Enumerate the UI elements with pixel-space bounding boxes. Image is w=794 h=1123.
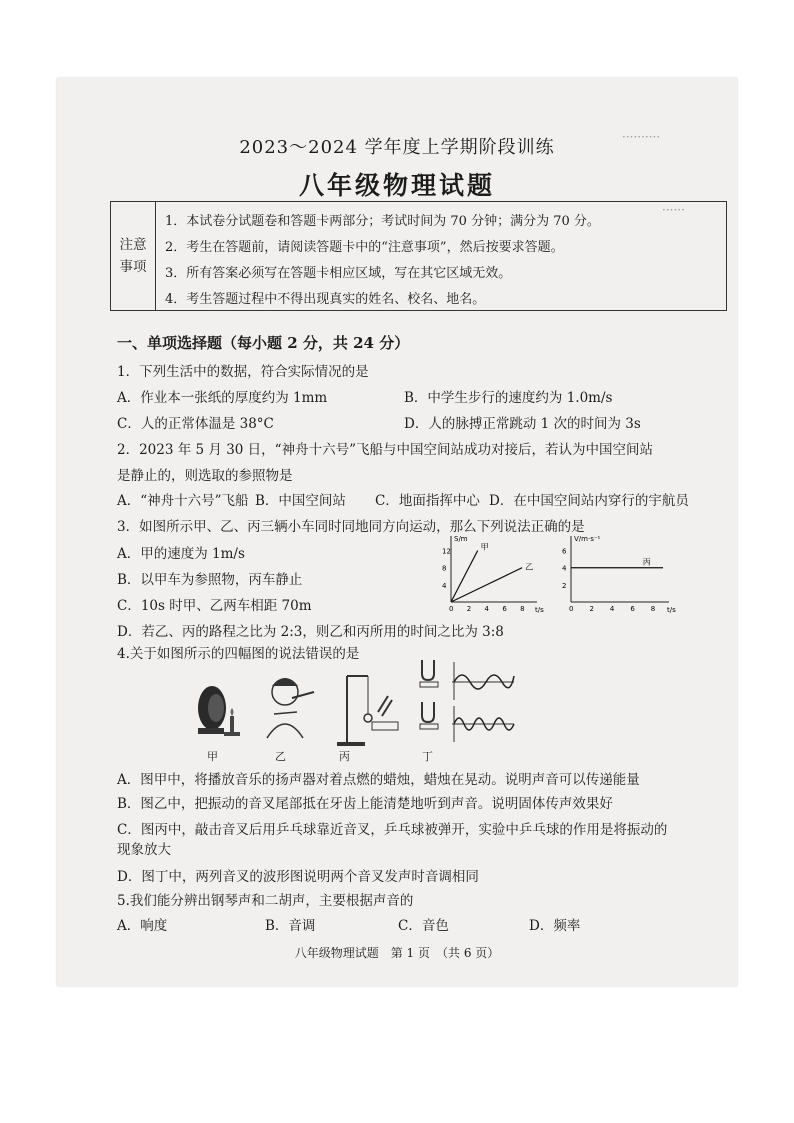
exam-subtitle: 2023～2024 学年度上学期阶段训练 xyxy=(239,137,555,158)
q1-option-d: D．人的脉搏正常跳动 1 次的时间为 3s xyxy=(404,416,641,432)
y-tick-label: 8 xyxy=(442,564,447,573)
q1-stem: 1．下列生活中的数据，符合实际情况的是 xyxy=(117,364,369,380)
tooth-conduction-illustration xyxy=(267,678,314,738)
note-item: 4．考生答题过程中不得出现真实的姓名、校名、地名。 xyxy=(165,292,486,307)
q2-stem: 2．2023 年 5 月 30 日，“神舟十六号”飞船与中国空间站成功对接后，若认为中国空间站 xyxy=(117,442,653,458)
sound-experiments-figure xyxy=(182,656,522,762)
q4-option-c-cont: 现象放大 xyxy=(117,842,171,858)
q4-option-d: D．图丁中，两列音叉的波形图说明两个音叉发声时音调相同 xyxy=(117,869,479,885)
q3-option-a: A．甲的速度为 1m/s xyxy=(117,546,245,562)
q4-stem: 4.关于如图所示的四幅图的说法错误的是 xyxy=(117,646,360,662)
figure-label-ding: 丁 xyxy=(422,750,433,763)
notes-box xyxy=(110,201,727,311)
x-tick-label: 0 xyxy=(449,605,454,613)
note-item: 3．所有答案必须写在答题卡相应区域，写在其它区域无效。 xyxy=(165,266,512,281)
y-axis-label: S/m xyxy=(454,535,468,543)
bleed-through-text: ······ xyxy=(662,203,685,217)
q2-option-b: B．中国空间站 xyxy=(255,493,346,509)
q1-option-b: B．中学生步行的速度约为 1.0m/s xyxy=(404,390,613,406)
x-tick-label: 2 xyxy=(589,605,594,613)
vt-graph xyxy=(557,532,682,614)
q5-option-b: B．音调 xyxy=(265,918,316,934)
notes-label: 注意事项 xyxy=(119,237,147,275)
x-axis-label: t/s xyxy=(535,606,544,614)
waveform-plots xyxy=(452,662,514,742)
series-label: 甲 xyxy=(480,542,489,552)
exam-paper xyxy=(57,78,737,986)
y-tick-label: 4 xyxy=(442,581,447,590)
q2-option-a: A．“神舟十六号”飞船 xyxy=(117,493,249,509)
x-tick-label: 8 xyxy=(520,605,525,613)
figure-label-bing: 丙 xyxy=(339,750,350,763)
x-tick-label: 6 xyxy=(502,605,507,613)
q2-stem-cont: 是静止的，则选取的参照物是 xyxy=(117,468,293,484)
y-tick-label: 6 xyxy=(562,547,567,556)
figure-label-jia: 甲 xyxy=(207,750,218,763)
x-tick-label: 2 xyxy=(466,605,472,613)
q1-option-c: C．人的正常体温是 38°C xyxy=(117,416,274,432)
y-tick-label: 2 xyxy=(562,581,567,590)
q5-option-c: C．音色 xyxy=(398,918,449,934)
x-tick-label: 4 xyxy=(609,605,615,613)
x-tick-label: 8 xyxy=(650,605,656,613)
q3-option-d: D．若乙、丙的路程之比为 2:3，则乙和丙所用的时间之比为 3:8 xyxy=(117,624,504,640)
exam-title: 八年级物理试题 xyxy=(298,171,495,200)
series-line-乙 xyxy=(451,568,522,602)
x-tick-label: 0 xyxy=(569,605,574,613)
x-axis-label: t/s xyxy=(667,606,676,614)
note-item: 1．本试卷分试题卷和答题卡两部分；考试时间为 70 分钟；满分为 70 分。 xyxy=(165,214,600,229)
page-footer: 八年级物理试题 第 1 页 （共 6 页） xyxy=(294,946,500,960)
figure-label-yi: 乙 xyxy=(275,750,286,763)
q4-option-b: B．图乙中，把振动的音叉尾部抵在牙齿上能清楚地听到声音。说明固体传声效果好 xyxy=(117,796,613,812)
q2-option-c: C．地面指挥中心 xyxy=(375,493,480,509)
y-tick-label: 12 xyxy=(442,547,451,556)
q5-option-d: D．频率 xyxy=(529,918,581,934)
notes-label-cell xyxy=(111,202,156,310)
st-graph xyxy=(437,532,552,614)
q1-option-a: A．作业本一张纸的厚度约为 1mm xyxy=(117,390,328,406)
q3-option-b: B．以甲车为参照物，丙车静止 xyxy=(117,572,303,588)
q3-stem: 3．如图所示甲、乙、丙三辆小车同时同地同方向运动，那么下列说法正确的是 xyxy=(117,519,585,535)
y-axis-label: V/m·s⁻¹ xyxy=(574,535,601,543)
q2-option-d: D．在中国空间站内穿行的宇航员 xyxy=(489,493,689,509)
q4-option-a: A．图甲中，将播放音乐的扬声器对着点燃的蜡烛，蜡烛在晃动。说明声音可以传递能量 xyxy=(117,772,640,788)
series-label: 乙 xyxy=(525,562,534,572)
q4-option-c: C．图丙中，敲击音叉后用乒乓球靠近音叉，乒乓球被弹开，实验中乒乓球的作用是将振动的 xyxy=(117,822,668,838)
q5-stem: 5.我们能分辨出钢琴声和二胡声，主要根据声音的 xyxy=(117,893,414,909)
series-label: 丙 xyxy=(642,557,651,567)
ping-pong-fork-illustration xyxy=(337,676,398,746)
y-tick-label: 4 xyxy=(562,564,567,573)
x-tick-label: 4 xyxy=(484,605,490,613)
section-heading: 一、单项选择题（每小题 2 分，共 24 分） xyxy=(117,334,410,352)
note-item: 2．考生在答题前，请阅读答题卡中的“注意事项”，然后按要求答题。 xyxy=(165,240,564,255)
two-tuning-forks-illustration xyxy=(420,660,438,729)
speaker-candle-illustration xyxy=(198,686,240,736)
q5-option-a: A．响度 xyxy=(117,918,168,934)
bleed-through-text: ·········· xyxy=(622,130,661,144)
q3-option-c: C．10s 时甲、乙两车相距 70m xyxy=(117,598,312,614)
x-tick-label: 6 xyxy=(630,605,635,613)
series-line-甲 xyxy=(451,551,478,602)
